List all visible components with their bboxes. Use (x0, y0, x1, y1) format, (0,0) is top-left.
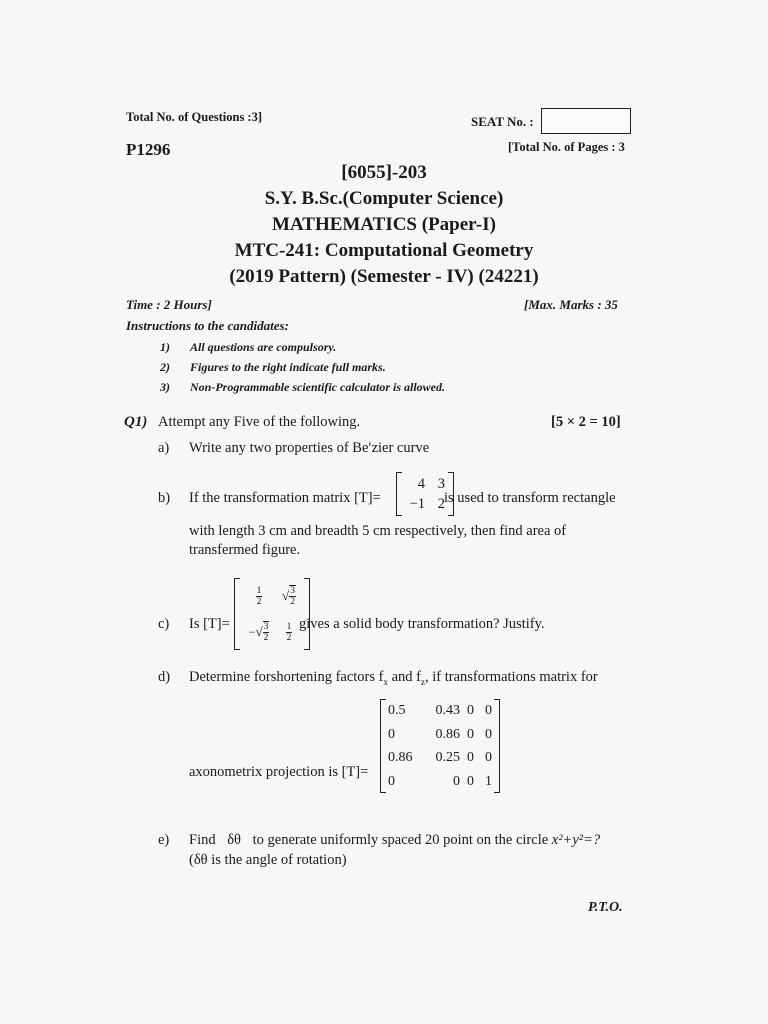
matrix-cell: 0 (485, 703, 492, 719)
part-label-a: a) (158, 440, 170, 456)
question-prompt: Attempt any Five of the following. (158, 414, 361, 430)
minus-sign: − (248, 624, 256, 639)
course-title: S.Y. B.Sc.(Computer Science) (264, 188, 504, 209)
instruction-num: 3) (160, 380, 170, 394)
matrix-c (234, 578, 310, 650)
matrix-d (380, 699, 500, 793)
frac-den: 2 (290, 597, 295, 607)
question-marks: [5 × 2 = 10] (551, 414, 621, 430)
seat-number-box[interactable] (541, 108, 631, 134)
part-e-find: Find (189, 832, 216, 848)
pattern-title: (2019 Pattern) (Semester - IV) (24221) (229, 266, 539, 287)
matrix-cell: 4 (417, 475, 425, 492)
subscript-x: x (383, 676, 388, 687)
pto-label: P.T.O. (588, 900, 623, 915)
part-d-text-post: , if transformations matrix for (424, 669, 598, 685)
part-label-d: d) (158, 669, 171, 685)
time-label: Time : 2 Hours] (126, 297, 212, 312)
matrix-cell: 0 (467, 773, 474, 789)
total-pages: [Total No. of Pages : 3 (508, 140, 625, 154)
part-c-pre: Is [T]= (189, 616, 230, 632)
delta-theta: δθ (227, 832, 241, 848)
part-e-line2 (189, 852, 347, 869)
matrix-cell: 0 (388, 726, 395, 742)
part-label-b: b) (158, 490, 171, 506)
part-d-pre: axonometrix projection is [T]= (189, 764, 369, 780)
instruction-num: 1) (160, 340, 170, 354)
paper-code: P1296 (126, 140, 171, 159)
frac-num: 1 (286, 621, 292, 632)
subscript-z: z (420, 676, 425, 687)
neg-sqrt-frac: − √ $\frac{3}{2}$ (248, 622, 269, 643)
delta-theta: δθ (193, 852, 208, 868)
subject-title: MATHEMATICS (Paper-I) (272, 214, 496, 235)
frac-num: 1 (256, 585, 262, 596)
frac-den: 2 (263, 633, 269, 643)
instructions-heading: Instructions to the candidates: (126, 318, 289, 333)
instruction-text: All questions are compulsory. (190, 340, 337, 354)
circle-equation: x²+y²=? (551, 832, 601, 848)
matrix-cell: 0 (485, 750, 492, 766)
exam-code: [6055]-203 (341, 162, 427, 183)
part-a-text: Write any two properties of Be′zier curve (189, 440, 430, 456)
matrix-cell: 0 (467, 703, 474, 719)
part-label-c: c) (158, 616, 170, 632)
matrix-cell: 0 (467, 750, 474, 766)
part-c-post: gives a solid body transformation? Justify. (299, 616, 545, 632)
instruction-text: Non-Programmable scientific calculator is allowed. (190, 380, 445, 394)
part-b-pre: If the transformation matrix [T]= (189, 490, 381, 506)
part-d-text-pre: Determine forshortening factors f (189, 669, 384, 685)
instruction-text: Figures to the right indicate full marks. (190, 360, 386, 374)
matrix-cell: 0 (453, 773, 460, 789)
matrix-cell: 0.86 (388, 750, 413, 766)
part-b-post: is used to transform rectangle (444, 490, 616, 506)
frac-num: 3 (263, 622, 269, 632)
max-marks: [Max. Marks : 35 (524, 297, 618, 312)
matrix-cell: 0.25 (435, 750, 460, 766)
frac-num: 3 (290, 586, 295, 596)
sqrt-frac: √ $\frac{3}{2}$ (282, 586, 295, 607)
matrix-cell: 0 (485, 726, 492, 742)
frac-den: 2 (286, 632, 292, 643)
total-questions: Total No. of Questions :3] (126, 110, 263, 124)
matrix-cell: 2 (437, 495, 445, 512)
frac-den: 2 (256, 596, 262, 607)
part-b-line3: transfermed figure. (189, 542, 301, 558)
part-d-text (189, 669, 598, 687)
part-e-mid: to generate uniformly spaced 20 point on the circle (252, 832, 549, 848)
matrix-cell: 0 (467, 726, 474, 742)
part-d-and: and f (387, 669, 421, 685)
question-label: Q1) (124, 414, 148, 430)
frac-half (286, 622, 293, 643)
frac-half (256, 586, 263, 607)
open-paren: ( (189, 852, 194, 868)
matrix-cell: 0.5 (388, 703, 406, 719)
matrix-cell: −1 (409, 495, 425, 512)
part-b-line2: with length 3 cm and breadth 5 cm respectively, then find area of (189, 523, 567, 539)
matrix-cell: 0.86 (435, 726, 460, 742)
matrix-cell: 0 (388, 773, 395, 789)
matrix-cell: 3 (437, 475, 445, 492)
part-label-e: e) (158, 832, 170, 848)
part-e-line1 (189, 832, 600, 849)
paper-title: MTC-241: Computational Geometry (234, 240, 534, 261)
seat-label: SEAT No. : (471, 114, 534, 129)
part-e-line2-rest: is the angle of rotation) (207, 852, 347, 868)
matrix-cell: 1 (485, 773, 492, 789)
matrix-cell: 0.43 (435, 703, 460, 719)
instruction-num: 2) (160, 360, 170, 374)
